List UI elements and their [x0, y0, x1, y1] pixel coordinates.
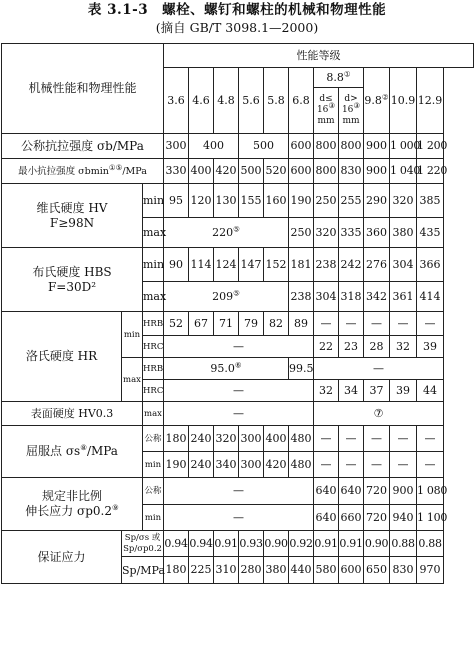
cell: 238	[289, 282, 314, 312]
grade-88-label: 8.8	[326, 70, 344, 84]
cell: 32	[314, 380, 339, 402]
cell: 385	[417, 184, 444, 218]
cell: 71	[214, 312, 239, 336]
cell: 600	[289, 134, 314, 159]
row-proof-nonprop-nominal	[2, 478, 474, 505]
merged-cell	[164, 282, 289, 312]
cell: 39	[417, 336, 444, 358]
cell: 640	[339, 478, 364, 505]
cell: 970	[417, 557, 444, 584]
cell: 420	[214, 159, 239, 184]
merged-cell	[164, 218, 289, 248]
max-label: max	[143, 282, 164, 312]
cell: 500	[239, 159, 264, 184]
merged-note: ⑤	[233, 287, 240, 297]
cell: 304	[314, 282, 339, 312]
table-source: (摘自 GB/T 3098.1—2000)	[155, 20, 319, 35]
cell: 380	[264, 557, 289, 584]
row-label: 表面硬度 HV0.3	[2, 402, 143, 426]
row-label	[2, 184, 143, 248]
sub-note: ③	[328, 101, 336, 110]
sub-condition: d>	[344, 94, 358, 104]
sub-unit: mm	[317, 116, 335, 126]
max-label: max	[122, 358, 143, 402]
cell: 320	[390, 184, 417, 218]
cell: 342	[364, 282, 390, 312]
nominal-label: 公称	[143, 478, 164, 505]
cell: 1 220	[417, 159, 444, 184]
cell: 600	[289, 159, 314, 184]
grade-88-note: ①	[343, 68, 351, 78]
merged-note: ⑥	[234, 359, 242, 369]
row-label-line	[2, 504, 142, 519]
row-tensile-nominal	[2, 134, 474, 159]
cell: 300	[239, 426, 264, 452]
row-vickers-min	[2, 184, 474, 218]
grade-header: 12.9	[417, 68, 444, 134]
cell: —	[364, 426, 390, 452]
cell: 400	[189, 159, 214, 184]
cell: 22	[314, 336, 339, 358]
cell: —	[417, 426, 444, 452]
cell: 310	[214, 557, 239, 584]
row-label	[2, 159, 164, 184]
sp-label: Sp/MPa	[122, 557, 164, 584]
cell: 39	[390, 380, 417, 402]
min-label: min	[143, 184, 164, 218]
cell: 400	[189, 134, 239, 159]
sub-diameter	[339, 101, 363, 116]
cell: 1 040	[390, 159, 417, 184]
cell: 79	[239, 312, 264, 336]
merged-cell: —	[164, 402, 314, 426]
cell: 90	[164, 248, 189, 282]
cell: 335	[339, 218, 364, 248]
cell: 240	[189, 426, 214, 452]
hrc-label: HRC	[143, 380, 164, 402]
merged-cell: —	[164, 336, 314, 358]
cell: 114	[189, 248, 214, 282]
grade-header: 3.6	[164, 68, 189, 134]
cell: —	[339, 452, 364, 478]
cell: 414	[417, 282, 444, 312]
nominal-label: 公称	[143, 426, 164, 452]
hrb-label: HRB	[143, 358, 164, 380]
cell: 830	[390, 557, 417, 584]
hrb-label: HRB	[143, 312, 164, 336]
row-label	[2, 426, 143, 478]
sub-note: ③	[353, 101, 361, 110]
cell: 180	[164, 557, 189, 584]
merged-cell: —	[164, 380, 314, 402]
row-surface-hardness	[2, 402, 474, 426]
cell: 900	[364, 134, 390, 159]
cell: 0.94	[189, 531, 214, 557]
cell: 940	[390, 505, 417, 531]
cell: 95	[164, 184, 189, 218]
cell: 180	[164, 426, 189, 452]
cell: 720	[364, 505, 390, 531]
min-label: min	[143, 452, 164, 478]
cell: 300	[239, 452, 264, 478]
cell: 255	[339, 184, 364, 218]
cell: 900	[390, 478, 417, 505]
cell: —	[364, 312, 390, 336]
row-label-text: 屈服点 σs	[26, 444, 81, 458]
min-label: min	[143, 248, 164, 282]
ratio-label: Sp/σs 或 Sp/σp0.2	[122, 531, 164, 557]
cell: 435	[417, 218, 444, 248]
row-label-line: 布氏硬度 HBS	[32, 264, 112, 279]
row-label: 洛氏硬度 HR	[2, 312, 122, 402]
cell: 276	[364, 248, 390, 282]
cell: 242	[339, 248, 364, 282]
grade-header: 4.8	[214, 68, 239, 134]
cell: 320	[314, 218, 339, 248]
cell: 330	[164, 159, 189, 184]
cell: —	[390, 312, 417, 336]
row-proof-ratio	[2, 531, 474, 557]
cell: 190	[289, 184, 314, 218]
cell: 800	[314, 134, 339, 159]
cell: 660	[339, 505, 364, 531]
cell: 830	[339, 159, 364, 184]
max-label: max	[143, 218, 164, 248]
cell: 720	[364, 478, 390, 505]
row-yield-nominal	[2, 426, 474, 452]
row-rockwell-min-hrb	[2, 312, 474, 336]
cell: 340	[214, 452, 239, 478]
cell: 152	[264, 248, 289, 282]
sub-diameter-value: 16	[341, 105, 354, 115]
cell: 580	[314, 557, 339, 584]
grade-header: 4.6	[189, 68, 214, 134]
cell: 190	[164, 452, 189, 478]
cell: 0.91	[214, 531, 239, 557]
table-number: 表 3.1-3	[87, 2, 149, 18]
row-label-line: 维氏硬度 HV	[36, 200, 108, 215]
cell: 1 100	[417, 505, 444, 531]
row-label: 保证应力	[2, 531, 122, 584]
cell: 124	[214, 248, 239, 282]
cell: 290	[364, 184, 390, 218]
cell: —	[417, 452, 444, 478]
grade-group-header: 性能等级	[164, 44, 474, 68]
cell: 34	[339, 380, 364, 402]
cell: 640	[314, 478, 339, 505]
grade-header: 6.8	[289, 68, 314, 134]
cell: 0.91	[314, 531, 339, 557]
cell: 640	[314, 505, 339, 531]
cell: 67	[189, 312, 214, 336]
cell: —	[390, 426, 417, 452]
row-label-text: 最小抗拉强度 σbmin	[18, 165, 109, 177]
row-tensile-min	[2, 159, 474, 184]
merged-cell: —	[164, 505, 314, 531]
cell: —	[314, 452, 339, 478]
cell: 89	[289, 312, 314, 336]
cell: —	[339, 426, 364, 452]
merged-cell: —	[164, 478, 314, 505]
row-label-unit: /MPa	[86, 444, 118, 458]
cell: 82	[264, 312, 289, 336]
cell: 320	[214, 426, 239, 452]
row-label-note: ⑧	[80, 443, 87, 452]
grade-88-header	[314, 68, 364, 88]
cell: 360	[364, 218, 390, 248]
sub-condition: d≤	[319, 94, 333, 104]
cell: —	[314, 312, 339, 336]
row-brinell-min	[2, 248, 474, 282]
cell: 900	[364, 159, 390, 184]
cell: 0.90	[264, 531, 289, 557]
row-label	[2, 248, 143, 312]
cell: 32	[390, 336, 417, 358]
cell: 500	[239, 134, 289, 159]
cell: —	[364, 452, 390, 478]
header-row-1	[2, 44, 474, 68]
cell: 0.90	[364, 531, 390, 557]
sub-diameter-value: 16	[316, 105, 329, 115]
cell: 480	[289, 452, 314, 478]
property-header: 机械性能和物理性能	[2, 44, 164, 134]
cell: 37	[364, 380, 390, 402]
cell: 440	[289, 557, 314, 584]
cell: 0.93	[239, 531, 264, 557]
cell: —	[390, 452, 417, 478]
cell: 0.92	[289, 531, 314, 557]
cell: 250	[289, 218, 314, 248]
cell: 225	[189, 557, 214, 584]
max-label: max	[143, 402, 164, 426]
row-label	[2, 478, 143, 531]
cell: 800	[314, 159, 339, 184]
cell: 155	[239, 184, 264, 218]
grade-header: 10.9	[390, 68, 417, 134]
cell: 147	[239, 248, 264, 282]
merged-value: 95.0	[210, 361, 235, 375]
cell: 650	[364, 557, 390, 584]
cell: —	[417, 312, 444, 336]
cell: 0.91	[339, 531, 364, 557]
sub-diameter	[314, 101, 338, 116]
cell: —	[339, 312, 364, 336]
merged-note: ⑤	[233, 223, 240, 233]
cell: 366	[417, 248, 444, 282]
cell: 181	[289, 248, 314, 282]
cell: 420	[264, 452, 289, 478]
cell: 0.88	[390, 531, 417, 557]
cell: 120	[189, 184, 214, 218]
cell: 250	[314, 184, 339, 218]
table-title	[0, 2, 474, 19]
cell: 361	[390, 282, 417, 312]
merged-value: 209	[212, 289, 234, 303]
cell: 238	[314, 248, 339, 282]
merged-value: 220	[212, 225, 234, 239]
row-label-line: 规定非比例	[41, 489, 102, 503]
hrc-label: HRC	[143, 336, 164, 358]
sub-unit: mm	[342, 116, 360, 126]
cell: —	[314, 426, 339, 452]
grade-98-label: 9.8	[364, 93, 382, 107]
cell: 0.88	[417, 531, 444, 557]
row-label-line: F≥98N	[49, 215, 95, 230]
cell: 800	[339, 134, 364, 159]
grade-88-sub-large	[339, 88, 364, 134]
table-title-text: 螺栓、螺钉和螺柱的机械和物理性能	[162, 2, 387, 18]
cell: 23	[339, 336, 364, 358]
grade-header: 5.8	[264, 68, 289, 134]
min-label: min	[143, 505, 164, 531]
cell: 1 000	[390, 134, 417, 159]
merged-cell: ⑦	[314, 402, 444, 426]
cell: 44	[417, 380, 444, 402]
cell: 1 200	[417, 134, 444, 159]
grade-98-note: ②	[381, 91, 389, 101]
cell: 0.94	[164, 531, 189, 557]
cell: 318	[339, 282, 364, 312]
min-label: min	[122, 312, 143, 358]
cell: 300	[164, 134, 189, 159]
cell: 99.5	[289, 358, 314, 380]
row-label-unit: /MPa	[122, 165, 147, 177]
cell: 52	[164, 312, 189, 336]
cell: 130	[214, 184, 239, 218]
cell: 160	[264, 184, 289, 218]
properties-table	[1, 43, 474, 584]
cell: 280	[239, 557, 264, 584]
row-label-note: ①⑤	[108, 162, 123, 172]
cell: 240	[189, 452, 214, 478]
row-label-note: ⑨	[112, 503, 119, 512]
merged-cell	[164, 358, 289, 380]
grade-88-sub-small	[314, 88, 339, 134]
cell: 480	[289, 426, 314, 452]
row-label: 公称抗拉强度 σb/MPa	[2, 134, 164, 159]
grade-98-header	[364, 68, 390, 134]
merged-cell: —	[314, 358, 444, 380]
cell: 520	[264, 159, 289, 184]
cell: 304	[390, 248, 417, 282]
cell: 380	[390, 218, 417, 248]
cell: 400	[264, 426, 289, 452]
row-label-line: F=30D²	[47, 279, 97, 294]
cell: 28	[364, 336, 390, 358]
row-label-text: 伸长应力 σp0.2	[25, 504, 113, 518]
cell: 1 080	[417, 478, 444, 505]
grade-header: 5.6	[239, 68, 264, 134]
cell: 600	[339, 557, 364, 584]
